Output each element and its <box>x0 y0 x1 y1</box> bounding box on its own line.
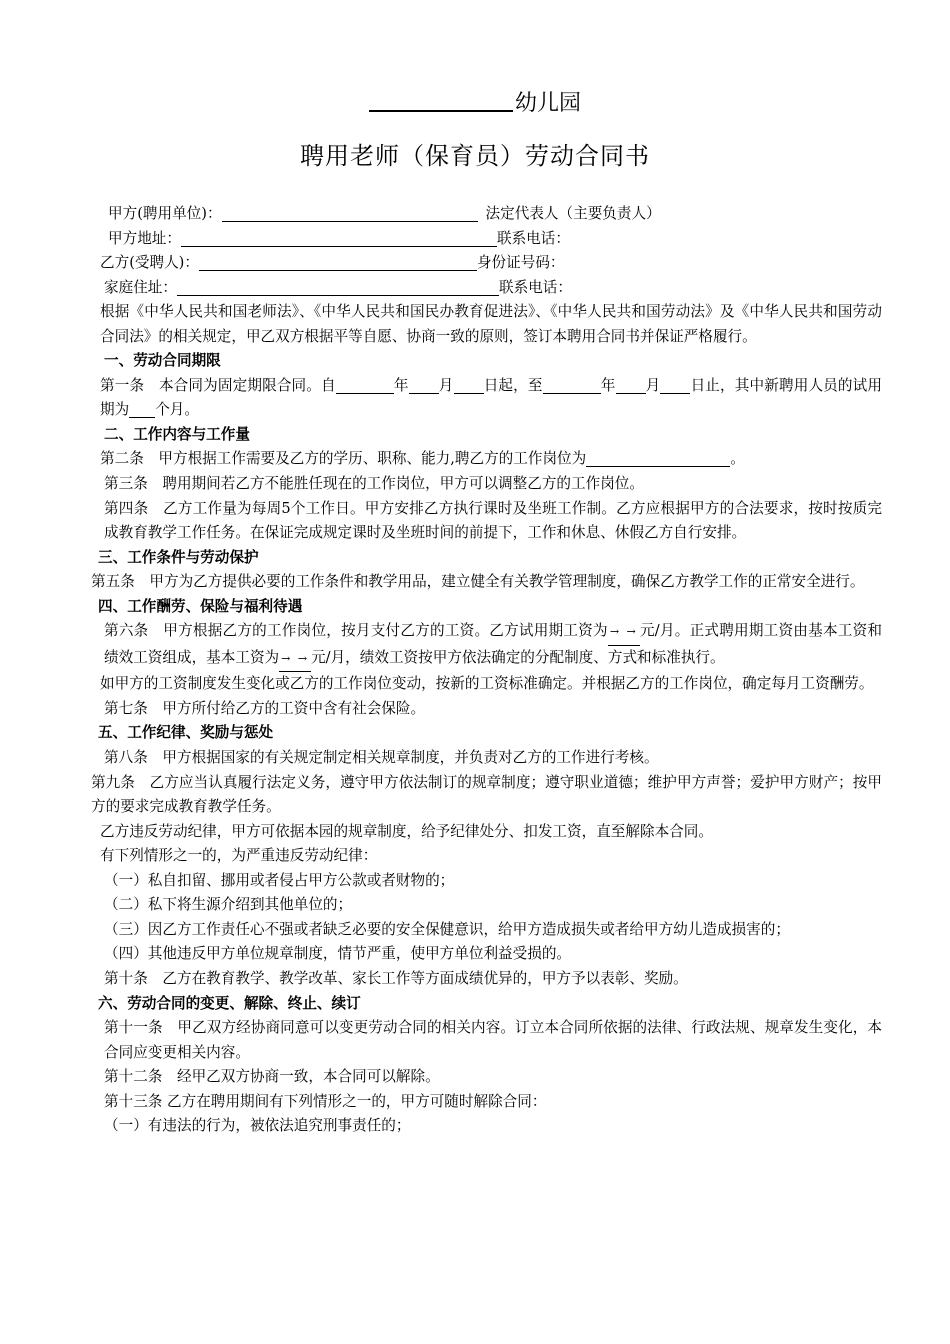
year-label: 年 <box>393 376 409 394</box>
home-address-blank <box>177 277 499 296</box>
end-day-blank <box>660 375 690 394</box>
serious-violation-intro: 有下列情形之一的，为严重违反劳动纪律： <box>100 847 378 865</box>
party-a-line <box>70 202 882 227</box>
contract-title: 聘用老师（保育员）劳动合同书 <box>300 142 650 170</box>
article-8: 第八条 甲方根据国家的有关规定制定相关规章制度，并负责对乙方的工作进行考核。 <box>104 749 659 767</box>
list-item: （一）私自扣留、挪用或者侵占甲方公款或者财物的； <box>104 871 455 889</box>
party-a-label: 甲方(聘用单位)： <box>108 205 222 222</box>
start-day-blank <box>454 375 484 394</box>
contact-phone-label: 联系电话： <box>496 229 570 247</box>
article-10: 第十条 乙方在教育教学、教学改革、家长工作等方面成绩优异的，甲方予以表彰、奖励。 <box>104 969 688 987</box>
article-6-note: 如甲方的工资制度发生变化或乙方的工作岗位变动，按新的工资标准确定。并根据乙方的工作岗位，确定每月工资酬劳。 <box>100 675 874 693</box>
kindergarten-title <box>0 88 950 120</box>
id-number-label: 身份证号码： <box>476 254 565 272</box>
list-item: （一）有违法的行为，被依法追究刑事责任的； <box>104 1117 411 1135</box>
article-1 <box>70 374 882 423</box>
article-2 <box>70 447 882 472</box>
month-unit-label: 个月。 <box>155 401 199 419</box>
violation-clause: 乙方违反劳动纪律，甲方可依据本园的规章制度，给予纪律处分、扣发工资，直至解除本合同。 <box>100 822 713 840</box>
article-1-text: 第一条 本合同为固定期限合同。自 <box>100 376 336 394</box>
party-a-address-blank <box>181 228 497 247</box>
start-year-blank <box>336 375 394 394</box>
day-label-2: 日止，其中新聘用人员的试用期为 <box>100 376 882 419</box>
end-year-blank <box>543 375 601 394</box>
title-suffix: 幼儿园 <box>514 91 581 116</box>
base-salary-blank: → → <box>279 647 311 673</box>
list-item: （二）私下将生源介绍到其他单位的； <box>104 896 353 914</box>
home-address-line <box>70 276 882 301</box>
section-3-heading: 三、工作条件与劳动保护 <box>98 548 259 566</box>
contract-body <box>70 202 882 1139</box>
party-b-blank <box>199 252 477 271</box>
article-2-text: 第二条 甲方根据工作需要及乙方的学历、职称、能力,聘乙方的工作岗位为 <box>100 450 587 468</box>
kindergarten-name-blank <box>369 88 513 112</box>
party-a-address-label: 甲方地址： <box>108 229 181 247</box>
section-4-heading: 四、工作酬劳、保险与福利待遇 <box>98 597 303 615</box>
article-6-text-b: 元/月。正式聘用期工资由基本工资和绩效工资组成，基本工资为 <box>104 622 882 666</box>
contact-phone-label-2: 联系电话： <box>498 278 572 296</box>
list-item: （四）其他违反甲方单位规章制度，情节严重，使甲方单位利益受损的。 <box>104 945 572 963</box>
year-label-2: 年 <box>600 376 616 394</box>
article-12: 第十二条 经甲乙双方协商一致，本合同可以解除。 <box>104 1068 440 1086</box>
month-label-2: 月 <box>645 376 661 394</box>
article-11: 第十一条 甲乙双方经协商同意可以变更劳动合同的相关内容。订立本合同所依据的法律、行政法规、规章发生变化，本合同应变更相关内容。 <box>104 1019 882 1061</box>
article-6 <box>70 619 882 672</box>
preamble: 根据《中华人民共和国老师法》、《中华人民共和国民办教育促进法》、《中华人民共和国劳动法》及《中华人民共和国劳动合同法》的相关规定，甲乙双方根据平等自愿、协商一致的原则，签订本聘用合同书并保证严格履行。 <box>100 303 882 345</box>
section-1-heading: 一、劳动合同期限 <box>104 352 221 370</box>
article-13: 第十三条 乙方在聘用期间有下列情形之一的，甲方可随时解除合同： <box>104 1092 547 1110</box>
section-6-heading: 六、劳动合同的变更、解除、终止、续订 <box>98 994 361 1012</box>
day-label: 日起，至 <box>483 376 543 394</box>
start-month-blank <box>409 375 439 394</box>
probation-salary-blank: → → <box>608 620 640 646</box>
party-a-address-line <box>70 227 882 252</box>
party-b-label: 乙方(受聘人)： <box>100 254 199 272</box>
article-9: 第九条 乙方应当认真履行法定义务，遵守甲方依法制订的规章制度；遵守职业道德；维护甲方声誉；爱护甲方财产；按甲方的要求完成教育教学任务。 <box>91 773 882 816</box>
month-label: 月 <box>438 376 454 394</box>
article-3: 第三条 聘用期间若乙方不能胜任现在的工作岗位，甲方可以调整乙方的工作岗位。 <box>104 475 644 493</box>
article-4: 第四条 乙方工作量为每周5个工作日。甲方安排乙方执行课时及坐班工作制。乙方应根据甲方的合法要求，按时按质完成教育教学工作任务。在保证完成规定课时及坐班时间的前提下，工作和休息、休假乙方自行安排。 <box>104 499 882 542</box>
article-6-text-c: 元/月，绩效工资按甲方依法确定的分配制度、方式和标准执行。 <box>311 648 725 666</box>
job-position-blank <box>586 448 730 467</box>
article-7: 第七条 甲方所付给乙方的工资中含有社会保险。 <box>104 699 426 717</box>
party-a-blank <box>222 203 478 222</box>
home-address-label: 家庭住址： <box>104 278 177 296</box>
article-2-end: 。 <box>730 450 745 468</box>
legal-rep-label: 法定代表人（主要负责人） <box>485 205 661 222</box>
section-2-heading: 二、工作内容与工作量 <box>104 425 250 443</box>
list-item: （三）因乙方工作责任心不强或者缺乏必要的安全保健意识，给甲方造成损失或者给甲方幼儿造成损害的； <box>104 920 790 938</box>
article-6-text-a: 第六条 甲方根据乙方的工作岗位，按月支付乙方的工资。乙方试用期工资为 <box>104 622 608 640</box>
probation-months-blank <box>129 399 155 418</box>
party-b-line <box>70 251 882 276</box>
section-5-heading: 五、工作纪律、奖励与惩处 <box>98 724 274 742</box>
end-month-blank <box>616 375 646 394</box>
article-5: 第五条 甲方为乙方提供必要的工作条件和教学用品，建立健全有关教学管理制度，确保乙方教学工作的正常安全进行。 <box>91 573 865 591</box>
